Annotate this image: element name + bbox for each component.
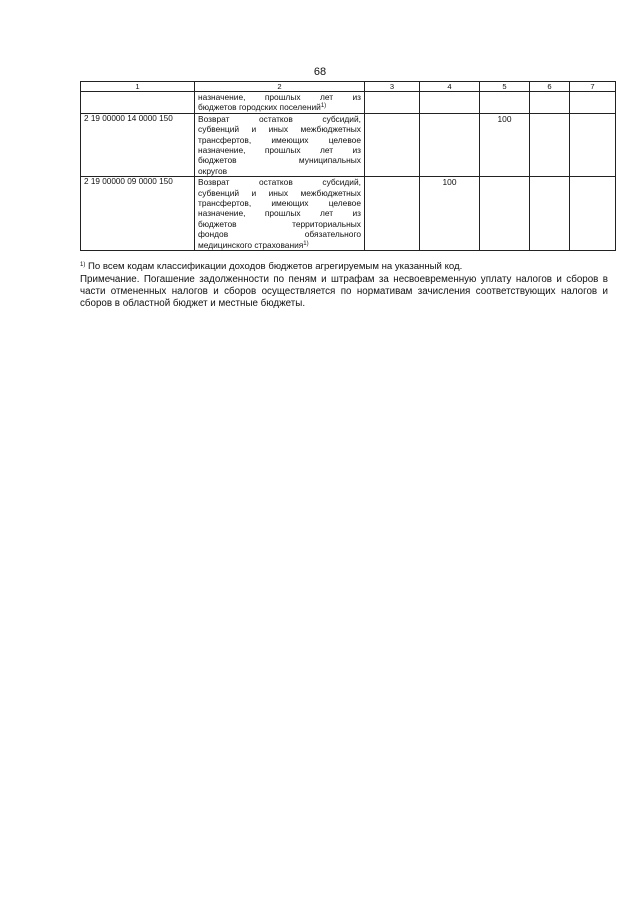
table-row <box>81 177 616 251</box>
row-value-col4 <box>420 92 480 114</box>
row-value-col3 <box>365 92 420 114</box>
row-value-col6 <box>530 177 570 251</box>
row-name-line: трансфертов, имеющих целевое <box>198 198 361 209</box>
row-name-line: назначение, прошлых лет из <box>198 208 361 219</box>
row-value-col3 <box>365 113 420 176</box>
row-name-line: назначение, прошлых лет из <box>198 145 361 156</box>
table-header-row <box>81 82 616 92</box>
row-name-line: трансфертов, имеющих целевое <box>198 134 361 145</box>
column-header-5: 5 <box>480 82 530 92</box>
row-name <box>195 113 365 176</box>
row-code <box>81 92 195 114</box>
row-name-line: назначение, прошлых лет из <box>198 92 361 102</box>
row-code: 2 19 00000 09 0000 150 <box>81 177 195 251</box>
table-row <box>81 113 616 176</box>
row-name-line: медицинского страхования$^{1)}$ <box>198 239 309 250</box>
row-name-line: округов <box>198 165 228 176</box>
row-value-col6 <box>530 92 570 114</box>
row-value-col7 <box>570 113 616 176</box>
row-value-col4: 100 <box>420 177 480 251</box>
row-value-col5 <box>480 92 530 114</box>
footnote-text: По всем кодам классификации доходов бюджетов агрегируемым на указанный код. <box>88 261 463 272</box>
row-name-line: Возврат остатков субсидий, <box>198 113 361 124</box>
column-header-7: 7 <box>570 82 616 92</box>
row-value-col4 <box>420 113 480 176</box>
row-name-line: субвенций и иных межбюджетных <box>198 187 361 198</box>
column-header-2: 2 <box>195 82 365 92</box>
row-value-col5 <box>480 177 530 251</box>
row-value-col7 <box>570 92 616 114</box>
column-header-6: 6 <box>530 82 570 92</box>
column-header-4: 4 <box>420 82 480 92</box>
row-code: 2 19 00000 14 0000 150 <box>81 113 195 176</box>
note-paragraph: Примечание. Погашение задолженности по пеням и штрафам за несвоевременную уплату налогов и сборов в части отмененных налогов и сборов осуществляется по нормативам зачисления соответствующих налогов и сборов в областной бюджет и местные бюджеты. <box>80 274 608 310</box>
row-value-col3 <box>365 177 420 251</box>
row-value-col5: 100 <box>480 113 530 176</box>
row-name-line: бюджетов муниципальных <box>198 155 361 166</box>
budget-table <box>80 81 616 251</box>
row-name <box>195 177 365 251</box>
footnote-mark: 1) <box>80 262 86 268</box>
footnote <box>80 261 620 273</box>
row-name-line: фондов обязательного <box>198 229 361 240</box>
column-header-3: 3 <box>365 82 420 92</box>
table-row <box>81 92 616 114</box>
row-name-line: бюджетов городских поселений$^{1)}$ <box>198 102 327 113</box>
row-name-line: бюджетов территориальных <box>198 218 361 229</box>
row-value-col6 <box>530 113 570 176</box>
column-header-1: 1 <box>81 82 195 92</box>
row-name <box>195 92 365 114</box>
footnote-mark: 1) <box>303 240 309 247</box>
row-value-col7 <box>570 177 616 251</box>
footnote-mark: 1) <box>320 103 327 110</box>
row-name-line: Возврат остатков субсидий, <box>198 177 361 188</box>
row-name-line: субвенций и иных межбюджетных <box>198 124 361 135</box>
page-number: 68 <box>313 66 327 78</box>
